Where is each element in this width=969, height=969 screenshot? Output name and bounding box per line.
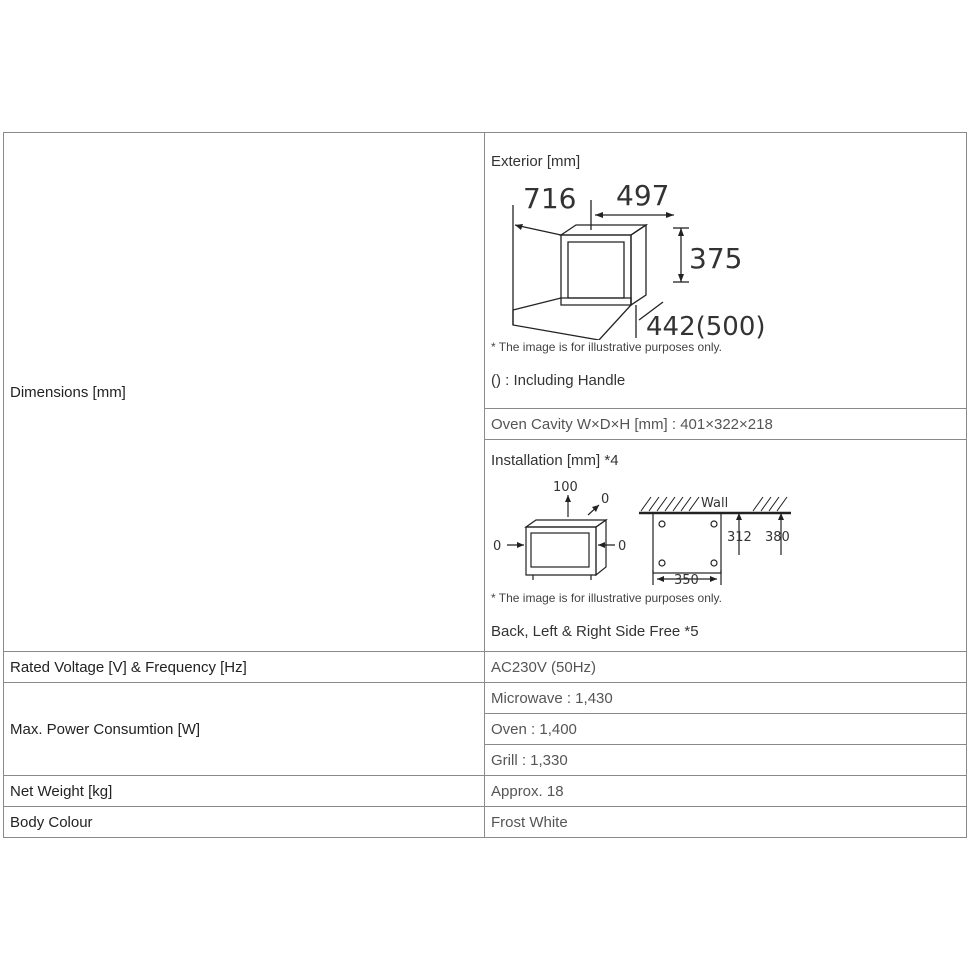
installation-380: 380 [765,529,790,545]
dimensions-label: Dimensions [mm] [4,133,485,652]
spec-table [3,132,967,838]
weight-value: Approx. 18 [485,776,967,807]
side-free-note: Back, Left & Right Side Free *5 [491,622,699,640]
exterior-cell [485,133,967,409]
voltage-label: Rated Voltage [V] & Frequency [Hz] [4,652,485,683]
installation-note: * The image is for illustrative purposes only. [491,590,722,605]
power-grill: Grill : 1,330 [485,745,967,776]
exterior-note: * The image is for illustrative purposes only. [491,339,722,354]
colour-value: Frost White [485,807,967,838]
exterior-height: 375 [689,241,743,275]
installation-wall: Wall [701,495,729,511]
installation-caption: Installation [mm] *4 [491,451,619,469]
voltage-value: AC230V (50Hz) [485,652,967,683]
installation-right: 0 [618,538,627,554]
oven-cavity-value: Oven Cavity W×D×H [mm] : 401×322×218 [485,409,967,440]
power-label: Max. Power Consumtion [W] [4,683,485,776]
installation-350: 350 [674,572,699,585]
exterior-caption: Exterior [mm] [491,152,581,170]
exterior-depth: 497 [616,178,670,212]
exterior-dimension-diagram [491,170,791,340]
power-microwave: Microwave : 1,430 [485,683,967,714]
installation-cell [485,440,967,652]
installation-back: 0 [601,491,610,507]
installation-312: 312 [727,529,752,545]
handle-note: () : Including Handle [491,371,626,389]
installation-left: 0 [493,538,502,554]
installation-diagram [491,475,801,585]
installation-top: 100 [553,479,578,495]
weight-label: Net Weight [kg] [4,776,485,807]
exterior-door: 442(500) [646,311,766,340]
power-oven: Oven : 1,400 [485,714,967,745]
exterior-width: 716 [523,181,577,215]
colour-label: Body Colour [4,807,485,838]
